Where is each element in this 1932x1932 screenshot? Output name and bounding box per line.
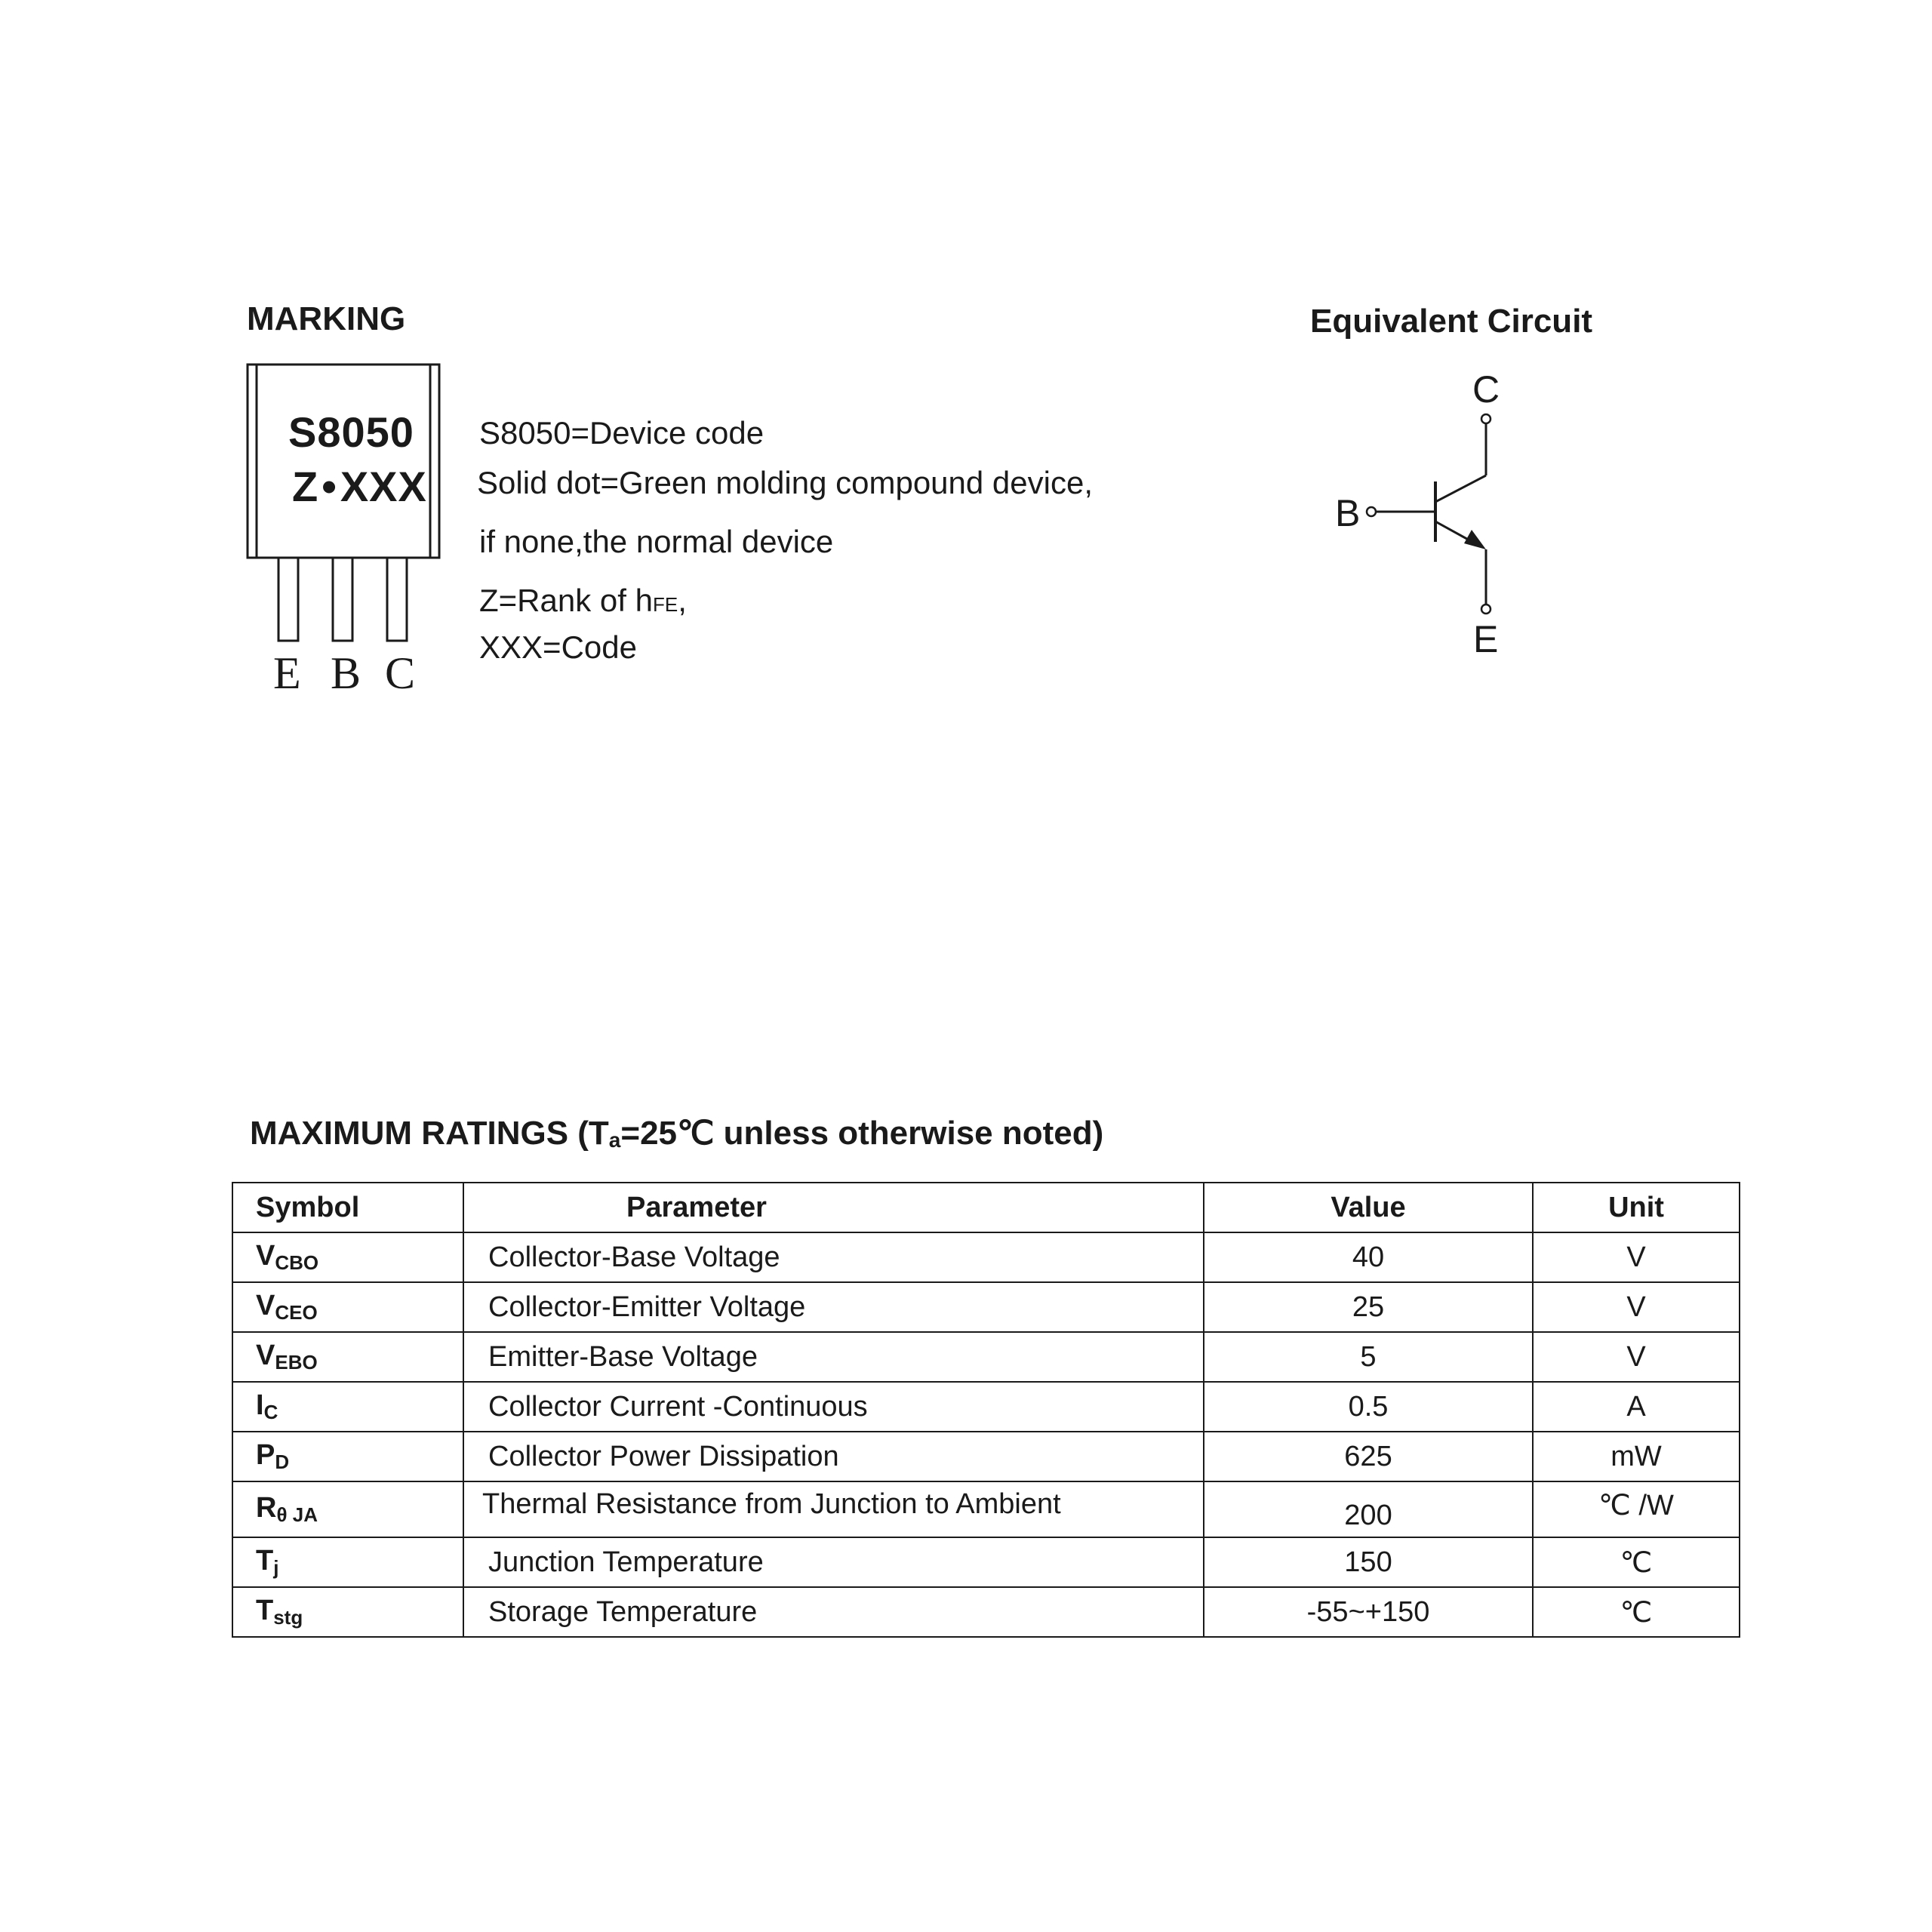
symbol-sub: D (275, 1451, 290, 1473)
table-row (232, 1282, 1740, 1332)
row-value: 150 (1204, 1537, 1533, 1587)
marking-line-rank (479, 583, 687, 619)
symbol-main: V (256, 1340, 275, 1371)
header-value: Value (1204, 1183, 1533, 1232)
marking-line-code: XXX=Code (479, 629, 637, 665)
row-symbol (232, 1481, 463, 1537)
row-unit: mW (1533, 1432, 1740, 1481)
marking-line-device-code: S8050=Device code (479, 415, 764, 451)
row-unit: A (1533, 1382, 1740, 1432)
pin-label-b: B (331, 648, 361, 698)
row-unit: V (1533, 1232, 1740, 1282)
symbol-sub: θ JA (276, 1503, 318, 1526)
row-symbol (232, 1232, 463, 1282)
package-body (248, 365, 439, 558)
circuit-label-b: B (1335, 492, 1361, 534)
symbol-sub: EBO (275, 1351, 318, 1374)
marking-line-none: if none,the normal device (479, 524, 834, 559)
chip-rank: Z (292, 463, 319, 510)
symbol-main: T (256, 1595, 274, 1626)
row-value: 25 (1204, 1282, 1533, 1332)
symbol-main: V (256, 1240, 275, 1272)
table-row (232, 1382, 1740, 1432)
row-parameter: Collector Current -Continuous (463, 1382, 1204, 1432)
table-row (232, 1432, 1740, 1481)
ratings-heading-suffix: =25℃ unless otherwise noted) (620, 1115, 1104, 1152)
row-symbol (232, 1537, 463, 1587)
row-symbol (232, 1432, 463, 1481)
symbol-main: T (256, 1545, 274, 1577)
row-symbol (232, 1382, 463, 1432)
table-row (232, 1332, 1740, 1382)
row-value: 5 (1204, 1332, 1533, 1382)
row-value: -55~+150 (1204, 1587, 1533, 1637)
collector-diagonal (1435, 475, 1486, 502)
row-value: 0.5 (1204, 1382, 1533, 1432)
row-value: 40 (1204, 1232, 1533, 1282)
chip-dot: • (321, 463, 337, 510)
row-parameter: Collector Power Dissipation (463, 1432, 1204, 1481)
pin-e-lead (278, 558, 298, 641)
symbol-main: P (256, 1439, 275, 1471)
header-symbol: Symbol (232, 1183, 463, 1232)
circuit-heading: Equivalent Circuit (1310, 303, 1593, 340)
rank-prefix: Z=Rank of h (479, 583, 653, 618)
table-row (232, 1537, 1740, 1587)
row-parameter: Collector-Base Voltage (463, 1232, 1204, 1282)
circuit-label-e: E (1473, 618, 1499, 660)
symbol-main: R (256, 1492, 277, 1524)
symbol-sub: CBO (275, 1251, 319, 1274)
row-unit: ℃ /W (1533, 1481, 1740, 1537)
row-unit: V (1533, 1332, 1740, 1382)
symbol-main: V (256, 1290, 275, 1321)
pin-label-c: C (385, 648, 416, 698)
emitter-terminal (1481, 605, 1491, 614)
row-parameter: Thermal Resistance from Junction to Ambient (463, 1481, 1204, 1537)
row-symbol (232, 1587, 463, 1637)
symbol-main: I (256, 1389, 264, 1421)
ratings-heading-prefix: MAXIMUM RATINGS (T (250, 1115, 609, 1152)
pin-label-e: E (273, 648, 301, 698)
marking-heading: MARKING (247, 300, 406, 337)
row-symbol (232, 1332, 463, 1382)
marking-line-solid-dot: Solid dot=Green molding compound device, (477, 465, 1094, 500)
circuit-label-c: C (1472, 368, 1500, 411)
table-row (232, 1481, 1740, 1537)
rank-hfe-sub: FE (652, 593, 678, 616)
symbol-sub: C (263, 1401, 278, 1423)
row-unit: V (1533, 1282, 1740, 1332)
chip-rank-code (292, 462, 427, 511)
row-unit: ℃ (1533, 1587, 1740, 1637)
symbol-sub: CEO (275, 1301, 318, 1324)
rank-suffix: , (678, 583, 687, 618)
symbol-sub: j (273, 1556, 279, 1579)
row-parameter: Emitter-Base Voltage (463, 1332, 1204, 1382)
row-value: 200 (1204, 1481, 1533, 1537)
symbol-sub: stg (273, 1606, 303, 1629)
collector-terminal (1481, 414, 1491, 423)
chip-code: XXX (340, 463, 427, 510)
header-unit: Unit (1533, 1183, 1740, 1232)
table-row (232, 1587, 1740, 1637)
header-parameter: Parameter (463, 1183, 1204, 1232)
ratings-heading (250, 1114, 1103, 1152)
row-unit: ℃ (1533, 1537, 1740, 1587)
emitter-arrow (1464, 530, 1486, 549)
row-value: 625 (1204, 1432, 1533, 1481)
row-parameter: Junction Temperature (463, 1537, 1204, 1587)
pin-c-lead (387, 558, 407, 641)
row-parameter: Storage Temperature (463, 1587, 1204, 1637)
pin-b-lead (333, 558, 352, 641)
row-parameter: Collector-Emitter Voltage (463, 1282, 1204, 1332)
base-terminal (1367, 507, 1376, 516)
row-symbol (232, 1282, 463, 1332)
chip-device-code: S8050 (288, 408, 414, 456)
table-header-row (232, 1183, 1740, 1232)
max-ratings-table (232, 1182, 1740, 1638)
ratings-heading-sub: a (608, 1128, 621, 1152)
table-row (232, 1232, 1740, 1282)
